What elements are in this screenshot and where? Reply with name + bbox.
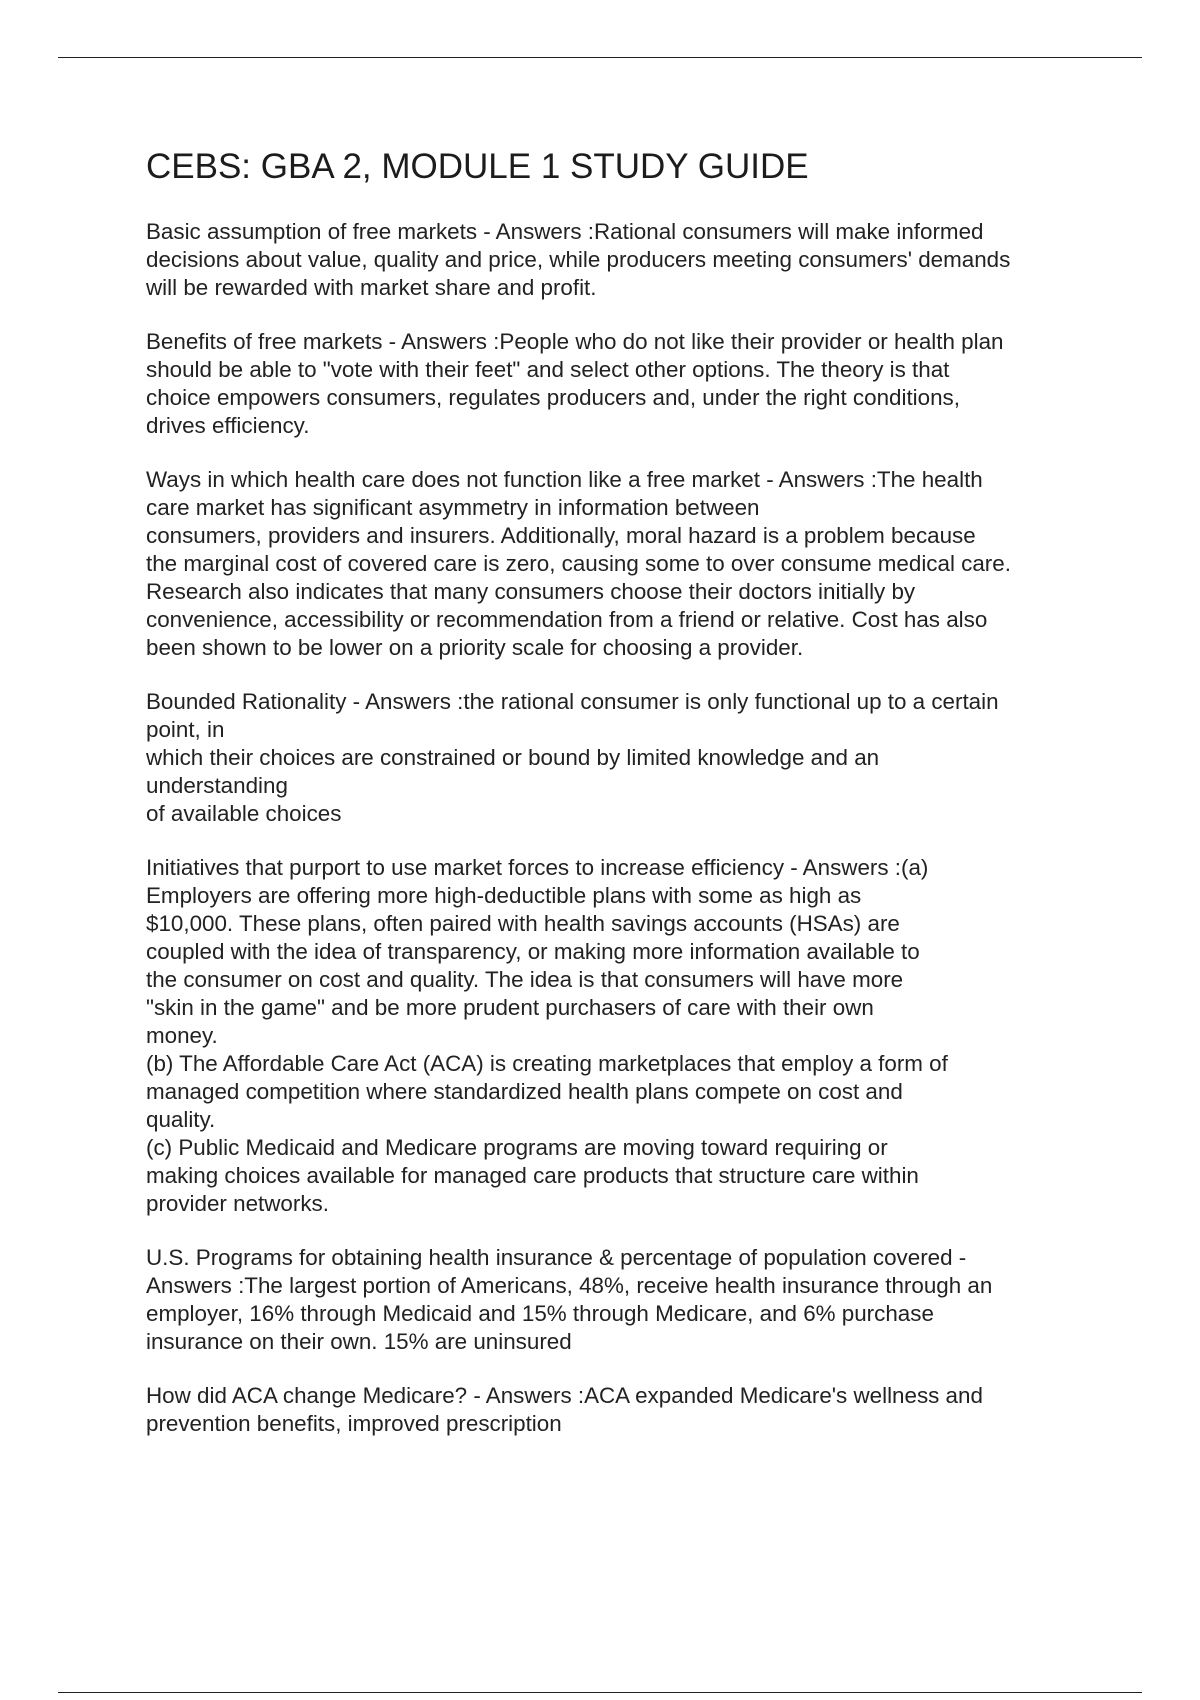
qa-text-line: consumers, providers and insurers. Additionally, moral hazard is a problem because	[146, 523, 976, 548]
header-rule	[58, 57, 1142, 58]
qa-text-line: money.	[146, 1023, 218, 1048]
qa-text-line: should be able to "vote with their feet" and select other options. The theory is that	[146, 357, 950, 382]
qa-text-line: convenience, accessibility or recommendation from a friend or relative. Cost has also	[146, 607, 988, 632]
qa-entry	[146, 218, 1090, 302]
qa-text-line: (c) Public Medicaid and Medicare programs are moving toward requiring or	[146, 1135, 888, 1160]
qa-text-line: Answers :The largest portion of Americans, 48%, receive health insurance through an	[146, 1273, 993, 1298]
qa-text-line: decisions about value, quality and price, while producers meeting consumers' demands	[146, 247, 1011, 272]
qa-text-line: choice empowers consumers, regulates producers and, under the right conditions,	[146, 385, 960, 410]
qa-text-line: Ways in which health care does not function like a free market - Answers :The health	[146, 467, 983, 492]
qa-text-line: Employers are offering more high-deductible plans with some as high as	[146, 883, 862, 908]
qa-entry	[146, 328, 1090, 440]
qa-text-line: Benefits of free markets - Answers :People who do not like their provider or health plan	[146, 329, 1004, 354]
qa-text-line: understanding	[146, 773, 288, 798]
qa-text-line: drives efficiency.	[146, 413, 310, 438]
qa-text-line: employer, 16% through Medicaid and 15% through Medicare, and 6% purchase	[146, 1301, 934, 1326]
document-body	[146, 142, 1090, 1464]
qa-text-line: the marginal cost of covered care is zero, causing some to over consume medical care.	[146, 551, 1011, 576]
qa-text-line: care market has significant asymmetry in information between	[146, 495, 760, 520]
qa-entry	[146, 688, 1090, 828]
qa-text-line: "skin in the game" and be more prudent purchasers of care with their own	[146, 995, 874, 1020]
qa-entry	[146, 466, 1090, 662]
qa-text-line: (b) The Affordable Care Act (ACA) is creating marketplaces that employ a form of	[146, 1051, 948, 1076]
document-title: CEBS: GBA 2, MODULE 1 STUDY GUIDE	[146, 147, 809, 186]
qa-entry	[146, 854, 1090, 1218]
qa-text-line: Research also indicates that many consumers choose their doctors initially by	[146, 579, 916, 604]
qa-text-line: $10,000. These plans, often paired with health savings accounts (HSAs) are	[146, 911, 900, 936]
footer-rule	[58, 1692, 1142, 1693]
qa-entry	[146, 1382, 1090, 1438]
qa-text-line: been shown to be lower on a priority scale for choosing a provider.	[146, 635, 804, 660]
qa-text-line: Bounded Rationality - Answers :the rational consumer is only functional up to a certain	[146, 689, 999, 714]
qa-text-line: will be rewarded with market share and profit.	[146, 275, 597, 300]
qa-entry	[146, 1244, 1090, 1356]
qa-text-line: point, in	[146, 717, 225, 742]
qa-text-line: which their choices are constrained or bound by limited knowledge and an	[146, 745, 880, 770]
qa-text-line: How did ACA change Medicare? - Answers :ACA expanded Medicare's wellness and	[146, 1383, 983, 1408]
qa-entries	[146, 218, 1090, 1438]
qa-text-line: the consumer on cost and quality. The idea is that consumers will have more	[146, 967, 904, 992]
qa-text-line: prevention benefits, improved prescription	[146, 1411, 562, 1436]
qa-text-line: U.S. Programs for obtaining health insurance & percentage of population covered -	[146, 1245, 967, 1270]
qa-text-line: quality.	[146, 1107, 216, 1132]
qa-text-line: insurance on their own. 15% are uninsured	[146, 1329, 572, 1354]
qa-text-line: provider networks.	[146, 1191, 329, 1216]
qa-text-line: coupled with the idea of transparency, or making more information available to	[146, 939, 920, 964]
qa-text-line: managed competition where standardized health plans compete on cost and	[146, 1079, 903, 1104]
qa-text-line: Basic assumption of free markets - Answers :Rational consumers will make informed	[146, 219, 984, 244]
qa-text-line: making choices available for managed care products that structure care within	[146, 1163, 919, 1188]
qa-text-line: Initiatives that purport to use market forces to increase efficiency - Answers :(a)	[146, 855, 929, 880]
qa-text-line: of available choices	[146, 801, 342, 826]
